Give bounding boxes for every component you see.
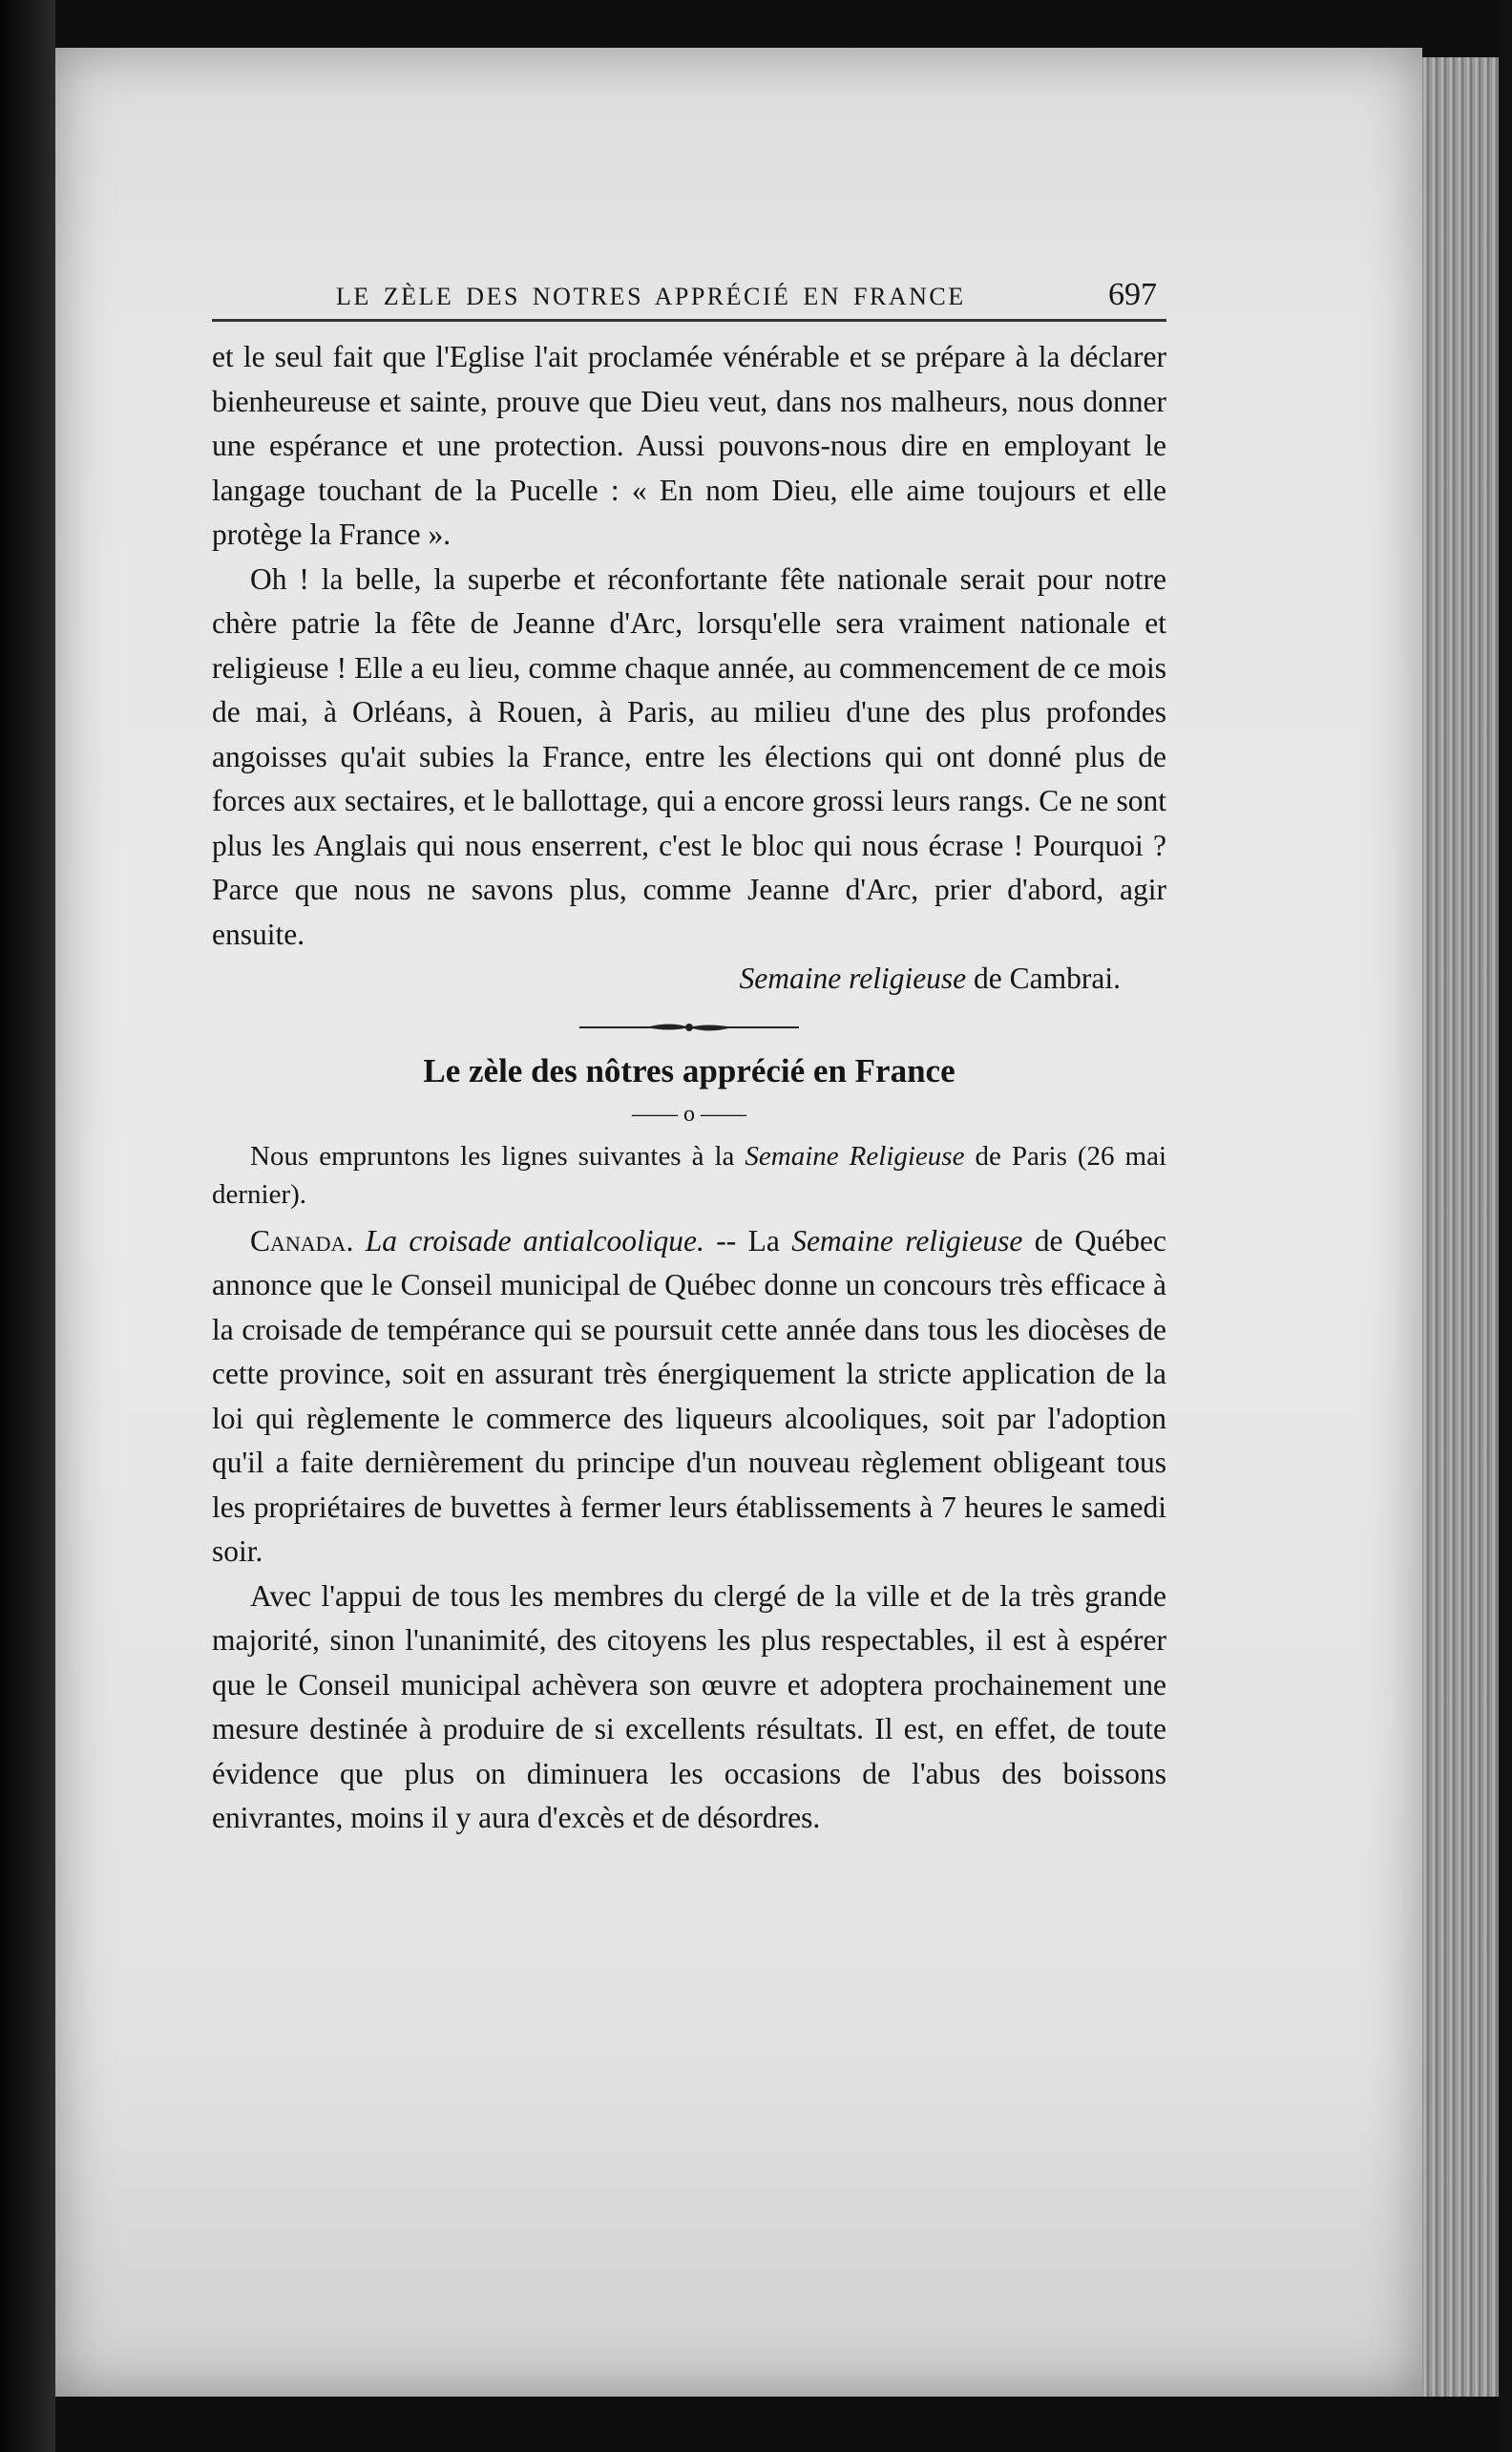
paragraph-final: Avec l'appui de tous les membres du clergé de la ville et de la très grande majorité, sinon l'unanimité, des citoyens les plus respectables, il est à espérer que le Conseil municipal achèvera son œuvre et adoptera prochainement une mesure destinée à produire de si excellents résultats. Il est, en effet, de toute évidence que plus on diminuera les occasions de l'abus des boissons enivrantes, moins il y aura d'excès et de désordres. [212, 1578, 1166, 1834]
ornament-divider-icon [579, 1021, 799, 1034]
intro-after: de Paris (26 mai dernier). [212, 1140, 1167, 1210]
canada-heading: La croisade antialcoolique. [365, 1223, 704, 1258]
source-citation [212, 957, 1166, 1002]
source-italic: Semaine religieuse [739, 962, 967, 995]
running-title: LE ZÈLE DES NOTRES APPRÉCIÉ EN FRANCE [336, 283, 966, 310]
source-rest: de Cambrai. [966, 962, 1121, 995]
intro-before: Nous empruntons les lignes suivantes à la [250, 1140, 746, 1172]
canada-source: Semaine religieuse [791, 1223, 1023, 1258]
page-content [212, 277, 1166, 1841]
running-head [212, 277, 1166, 322]
page-number: 697 [1108, 277, 1157, 312]
left-binding-shadow [0, 0, 55, 2452]
canada-dash: -- La [704, 1223, 792, 1258]
paragraph-canada [212, 1219, 1166, 1575]
right-edge-shadow [1499, 0, 1512, 2452]
canada-text: de Québec annonce que le Conseil municipal de Québec donne un concours très efficace à la croisade de tempérance qui se poursuit cette année dans tous les diocèses de cette province, soit en assurant très énergiquement la stricte application de la loi qui règlemente le commerce des liqueurs alcooliques, soit par l'adoption qu'il a faite dernièrement du principe d'un nouveau règlement obligeant tous les propriétaires de buvettes à fermer leurs établissements à 7 heures le samedi soir. [212, 1223, 1166, 1568]
small-rule: —— o —— [632, 1101, 746, 1127]
intro-italic: Semaine Religieuse [745, 1140, 965, 1172]
page-edges [1422, 57, 1499, 2397]
paragraph-continuation: et le seul fait que l'Eglise l'ait proclamée vénérable et se prépare à la déclarer bienheureuse et sainte, prouve que Dieu veut, dans nos malheurs, nous donner une espérance et une protection. Aussi pouvons-nous dire en employant le langage touchant de la Pucelle : « En nom Dieu, elle aime toujours et elle protège la France ». [212, 340, 1166, 551]
canada-label: Canada. [250, 1223, 354, 1258]
section-title: Le zèle des nôtres apprécié en France [423, 1051, 956, 1089]
paragraph-jeanne-darc: Oh ! la belle, la superbe et réconfortante fête nationale serait pour notre chère patrie la fête de Jeanne d'Arc, lorsqu'elle sera vraiment nationale et religieuse ! Elle a eu lieu, comme chaque année, au commencement de ce mois de mai, à Orléans, à Rouen, à Paris, au milieu d'une des plus profondes angoisses qu'ait subies la France, entre les élections qui ont donné plus de forces aux sectaires, et le ballottage, qui a encore grossi leurs rangs. Ce ne sont plus les Anglais qui nous enserrent, c'est le bloc qui nous écrase ! Pourquoi ? Parce que nous ne savons plus, comme Jeanne d'Arc, prier d'abord, agir ensuite. [212, 561, 1166, 951]
intro-paragraph [212, 1137, 1166, 1214]
